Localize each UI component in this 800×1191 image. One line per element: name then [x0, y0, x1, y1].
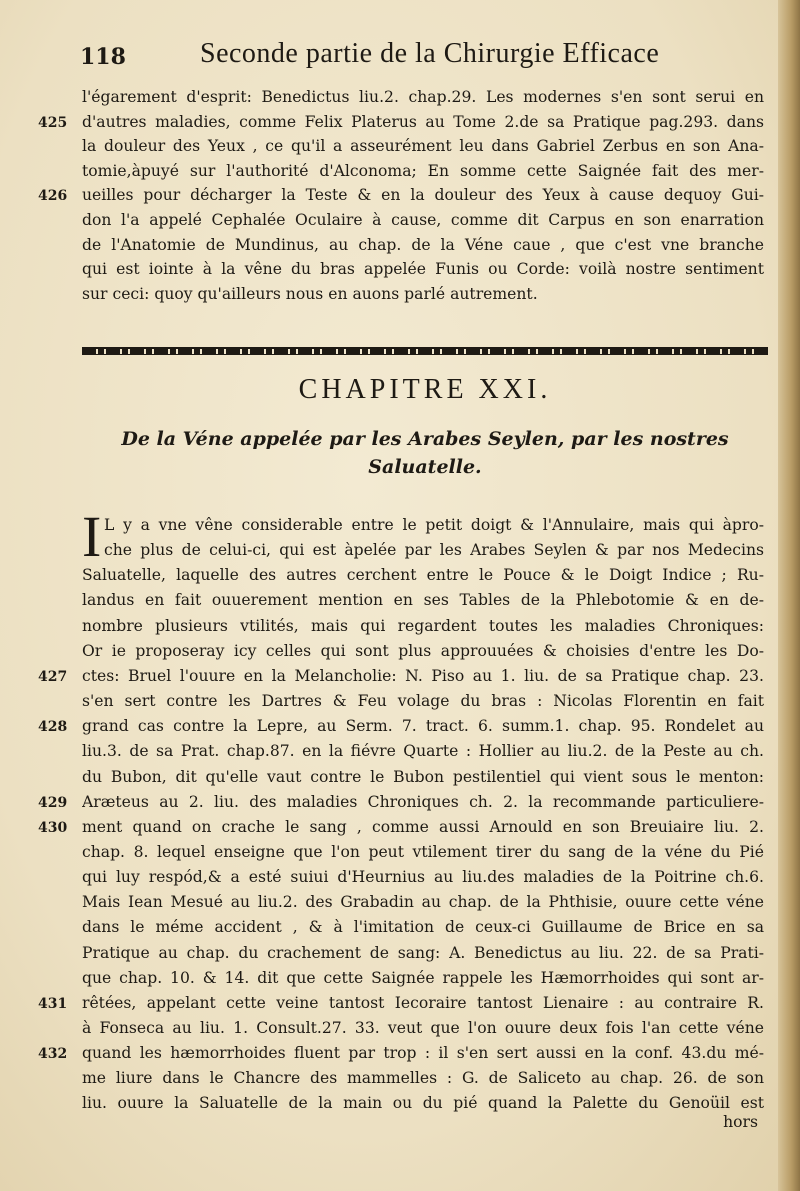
- text-line: liu. ouure la Saluatelle de la main ou du pié quand la Palette du Genoüil est: [82, 1094, 764, 1113]
- text-line: Pratique au chap. du crachement de sang: A. Benedictus au liu. 22. de sa Prati-: [82, 943, 764, 962]
- text-line: L y a vne vêne considerable entre le petit doigt & l'Annulaire, mais qui àpro-: [104, 516, 764, 534]
- text-line: ueilles pour décharger la Teste & en la douleur des Yeux à cause dequoy Gui-: [82, 186, 764, 205]
- margin-note-number: 428: [38, 719, 68, 736]
- page-number: 118: [80, 44, 126, 70]
- text-line: de l'Anatomie de Mundinus, au chap. de la Véne caue , que c'est vne branche: [82, 235, 764, 254]
- text-line: d'autres maladies, comme Felix Platerus au Tome 2.de sa Pratique pag.293. dans: [82, 112, 764, 131]
- text-line: quand les hæmorrhoides fluent par trop : il s'en sert aussi en la conf. 43.du mé-: [82, 1044, 764, 1063]
- margin-note-number: 431: [38, 995, 68, 1012]
- text-line: don l'a appelé Cephalée Oculaire à cause, comme dit Carpus en son enarration: [82, 211, 764, 229]
- text-line: s'en sert contre les Dartres & Feu volage du bras : Nicolas Florentin en fait: [82, 692, 764, 711]
- drop-capital: I: [82, 504, 102, 569]
- catchword: hors: [723, 1113, 758, 1131]
- text-line: à Fonseca au liu. 1. Consult.27. 33. veut que l'on ouure deux fois l'an cette véne: [82, 1019, 764, 1037]
- text-line: Mais Iean Mesué au liu.2. des Grabadin au chap. de la Phthisie, ouure cette véne: [82, 893, 764, 912]
- running-title: Seconde partie de la Chirurgie Efficace: [200, 38, 660, 69]
- margin-note-number: 427: [38, 668, 68, 685]
- text-line: l'égarement d'esprit: Benedictus liu.2. chap.29. Les modernes s'en sont serui en: [82, 88, 764, 106]
- text-line: que chap. 10. & 14. dit que cette Saignée rappele les Hæmorrhoides qui sont ar-: [82, 968, 764, 987]
- text-line: Saluatelle, laquelle des autres cerchent entre le Pouce & le Doigt Indice ; Ru-: [82, 566, 764, 585]
- text-line: qui luy respód,& a esté suiui d'Heurnius au liu.des maladies de la Poitrine ch.6.: [82, 868, 764, 887]
- chapter-heading: CHAPITRE XXI.: [298, 374, 552, 405]
- page-spine-edge: [778, 0, 800, 1191]
- text-line: sur ceci: quoy qu'ailleurs nous en auons parlé autrement.: [82, 284, 538, 303]
- text-line: ment quand on crache le sang , comme aussi Arnould en son Breuiaire liu. 2.: [82, 817, 764, 836]
- text-line: liu.3. de sa Prat. chap.87. en la fiévre Quarte : Hollier au liu.2. de la Peste au ch.: [82, 742, 764, 761]
- text-line: Aræteus au 2. liu. des maladies Chroniques ch. 2. la recommande particuliere-: [82, 792, 764, 811]
- text-line: Or ie proposeray icy celles qui sont plus approuuées & choisies d'entre les Do-: [82, 641, 764, 660]
- text-line: qui est iointe à la vêne du bras appelée Funis ou Corde: voilà nostre sentiment: [82, 260, 764, 279]
- margin-note-number: 429: [38, 794, 68, 811]
- text-line: nombre plusieurs vtilités, mais qui regardent toutes les maladies Chroniques:: [82, 616, 764, 635]
- text-line: du Bubon, dit qu'elle vaut contre le Bubon pestilentiel qui vient sous le menton:: [82, 767, 764, 786]
- text-line: che plus de celui-ci, qui est àpelée par les Arabes Seylen & par nos Medecins: [104, 541, 764, 560]
- text-line: rêtées, appelant cette veine tantost Iecoraire tantost Lienaire : au contraire R.: [82, 993, 764, 1012]
- text-line: dans le méme accident , & à l'imitation de ceux-ci Guillaume de Brice en sa: [82, 918, 764, 937]
- margin-note-number: 425: [38, 114, 68, 131]
- text-line: chap. 8. lequel enseigne que l'on peut vtilement tirer du sang de la véne du Pié: [82, 842, 764, 861]
- text-line: ctes: Bruel l'ouure en la Melancholie: N. Piso au 1. liu. de sa Pratique chap. 23.: [82, 666, 764, 685]
- text-line: tomie,àpuyé sur l'authorité d'Alconoma; En somme cette Saignée fait des mer-: [82, 161, 764, 180]
- text-line: la douleur des Yeux , ce qu'il a asseurément leu dans Gabriel Zerbus en son Ana-: [82, 137, 764, 156]
- text-line: me liure dans le Chancre des mammelles : G. de Saliceto au chap. 26. de son: [82, 1069, 764, 1088]
- chapter-subtitle-line-1: De la Véne appelée par les Arabes Seylen, par les nostres: [121, 428, 729, 450]
- chapter-subtitle-line-2: Saluatelle.: [368, 456, 482, 478]
- ornamental-rule: [82, 347, 768, 355]
- text-line: landus en fait ouuerement mention en ses Tables de la Phlebotomie & en de-: [82, 591, 764, 610]
- text-line: grand cas contre la Lepre, au Serm. 7. tract. 6. summ.1. chap. 95. Rondelet au: [82, 717, 764, 736]
- margin-note-number: 432: [38, 1046, 68, 1063]
- page-header: [72, 38, 692, 78]
- margin-note-number: 426: [38, 188, 68, 205]
- margin-note-number: 430: [38, 819, 68, 836]
